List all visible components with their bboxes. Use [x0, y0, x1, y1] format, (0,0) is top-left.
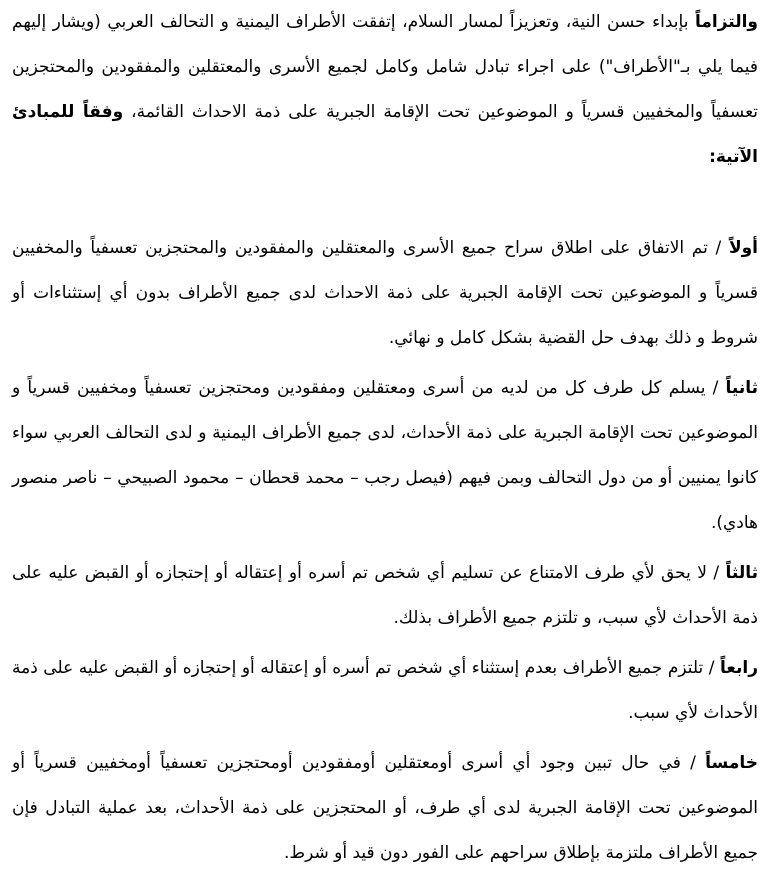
clause-fourth-ordinal: رابعاً: [720, 658, 758, 678]
clause-fifth-text: / في حال تبين وجود أي أسرى أومعتقلين أومفقودين أومحتجزين تعسفياً أومخفيين قسرياً أو الموضوعين تحت الإقامة الجبرية لدى أي طرف، أو المحتجزين على ذمة الأحداث، بعد عملية التبادل فإن جميع الأطراف ملتزمة بإطلاق سراحهم على الفور دون قيد أو شرط.: [12, 753, 758, 863]
intro-paragraph: [12, 0, 758, 180]
clause-fourth: [12, 646, 758, 736]
clause-third-ordinal: ثالثاً: [725, 563, 758, 583]
clause-second-ordinal: ثانياً: [725, 378, 758, 398]
clause-third-text: / لا يحق لأي طرف الامتناع عن تسليم أي شخص تم أسره أو إعتقاله أو إحتجازه أو القبض عليه على ذمة الأحداث لأي سبب، و تلتزم جميع الأطراف بذلك.: [12, 563, 758, 628]
clause-first-text: / تم الاتفاق على اطلاق سراح جميع الأسرى والمعتقلين والمفقودين والمحتجزين تعسفياً والمخفيين قسرياً و الموضوعين تحت الإقامة الجبرية على ذمة الاحداث لدى جميع الأطراف بدون أي إستثناءات أو شروط و ذلك بهدف حل القضية بشكل كامل و نهائي.: [12, 238, 758, 348]
intro-body-text: بإبداء حسن النية، وتعزيزاً لمسار السلام، إتفقت الأطراف اليمنية و التحالف العربي (ويشار إليهم فيما يلي بـ"الأطراف") على اجراء تبادل شامل وكامل لجميع الأسرى والمعتقلين والمفقودين والمحتجزين تعسفياً والمخفيين قسرياً و الموضوعين تحت الإقامة الجبرية على ذمة الاحداث القائمة،: [12, 12, 758, 122]
clause-second-text: / يسلم كل طرف كل من لديه من أسرى ومعتقلين ومفقودين ومحتجزين تعسفياً ومخفيين قسرياً و الموضوعين تحت الإقامة الجبرية على ذمة الأحداث، لدى جميع الأطراف اليمنية و لدى التحالف العربي سواء كانوا يمنيين أو من دول التحالف وبمن فيهم (فيصل رجب – محمد قحطان – محمود الصبيحي – ناصر منصور هادي).: [12, 378, 758, 533]
clause-first: [12, 226, 758, 361]
intro-lead-bold: والتزاماً: [694, 12, 758, 32]
clause-fifth-ordinal: خامساً: [705, 753, 758, 773]
clause-fourth-text: / تلتزم جميع الأطراف بعدم إستثناء أي شخص تم أسره أو إعتقاله أو إحتجازه أو القبض عليه على ذمة الأحداث لأي سبب.: [12, 658, 758, 723]
clause-second: [12, 366, 758, 546]
clause-fifth: [12, 741, 758, 876]
intro-tail-bold: وفقاً للمبادئ الآتية:: [12, 102, 758, 167]
clause-third: [12, 551, 758, 641]
clause-first-ordinal: أولاً: [728, 238, 758, 258]
